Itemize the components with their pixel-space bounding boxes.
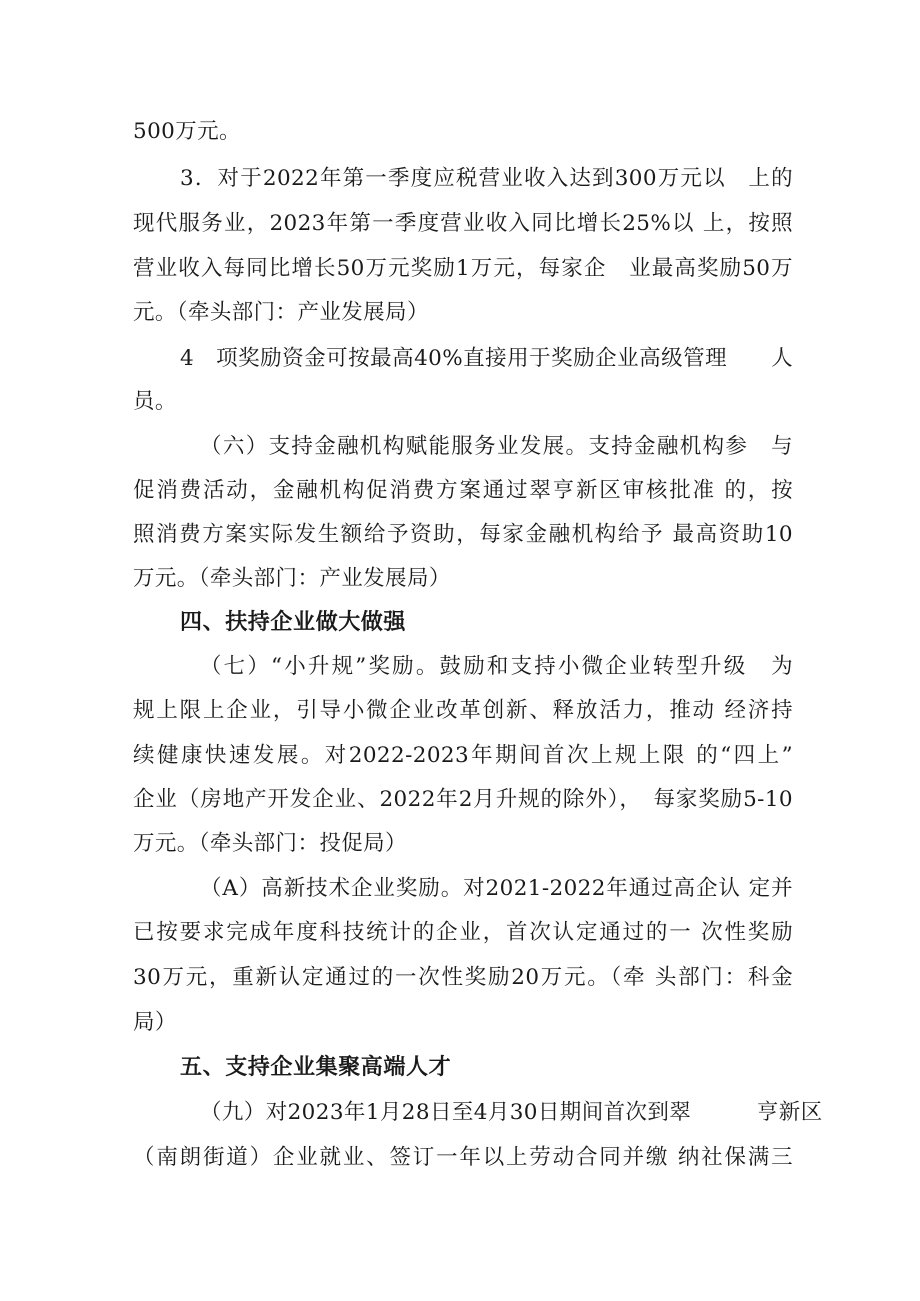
paragraph-line: 4 项奖励资金可按最高40%直接用于奖励企业高级管理 人 [180,346,793,371]
section-heading: 四、扶持企业做大做强 [180,610,407,635]
paragraph-line: 万元。（牵头部门：投促局） [133,831,407,856]
paragraph-line: （A）高新技术企业奖励。对2021-2022年通过高企认 定并 [200,876,793,901]
paragraph-line: 企业（房地产开发企业、2022年2月升规的除外）， 每家奖励5-10 [133,787,793,812]
paragraph-line: （七）“小升规”奖励。鼓励和支持小微企业转型升级 为 [200,654,793,679]
paragraph-line: （南朗街道）企业就业、签订一年以上劳动合同并缴 纳社保满三 [133,1145,793,1170]
paragraph-line: 续健康快速发展。对2022-2023年期间首次上规上限 的“四上” [133,743,793,768]
paragraph-line: 已按要求完成年度科技统计的企业，首次认定通过的一 次性奖励 [133,920,793,945]
paragraph-line: 万元。（牵头部门：产业发展局） [133,566,451,591]
paragraph-line: 照消费方案实际发生额给予资助，每家金融机构给予 最高资助10 [133,522,793,547]
paragraph-line: （九）对2023年1月28日至4月30日期间首次到翠 亨新区 [200,1100,823,1125]
paragraph-line: 局） [133,1010,177,1035]
paragraph-line: （六）支持金融机构赋能服务业发展。支持金融机构参 与 [200,434,793,459]
paragraph-line: 促消费活动，金融机构促消费方案通过翠亨新区审核批准 的，按 [133,478,793,503]
paragraph-line: 营业收入每同比增长50万元奖励1万元，每家企 业最高奖励50万 [133,256,793,281]
paragraph-line: 元。（牵头部门：产业发展局） [133,300,429,325]
paragraph-line: 员。 [133,389,177,414]
paragraph-line: 30万元，重新认定通过的一次性奖励20万元。（牵 头部门：科金 [133,965,793,990]
paragraph-line: 现代服务业，2023年第一季度营业收入同比增长25%以 上，按照 [133,211,793,236]
paragraph-line: 规上限上企业，引导小微企业改革创新、释放活力，推动 经济持 [133,698,793,723]
section-heading: 五、支持企业集聚高端人才 [180,1055,452,1080]
paragraph-line: 3．对于2022年第一季度应税营业收入达到300万元以 上的 [180,166,793,191]
paragraph-line: 500万元。 [133,119,241,144]
